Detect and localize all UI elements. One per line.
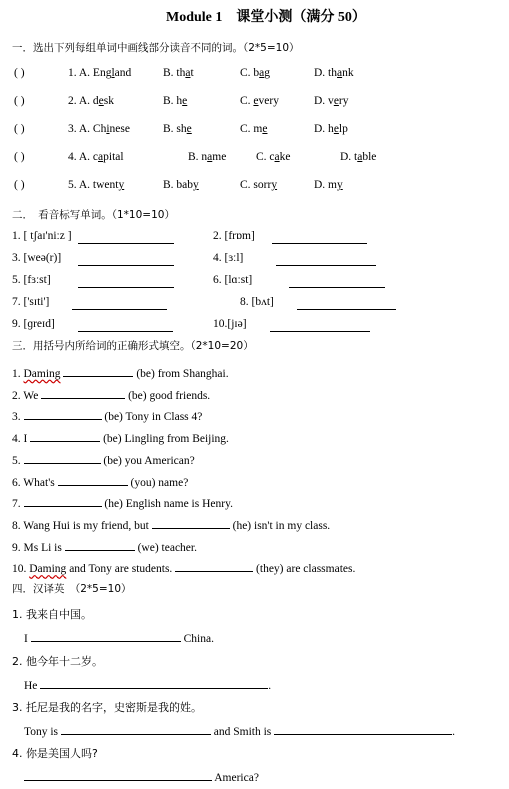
option-text: very	[258, 95, 279, 107]
underlined-letter: e	[333, 95, 339, 107]
underlined-letter: i	[106, 123, 110, 135]
answer-blank[interactable]	[63, 364, 133, 377]
option-text: 5. A. twent	[68, 179, 119, 191]
answer-blank[interactable]	[24, 768, 212, 781]
option-text: and	[114, 67, 132, 79]
phonetic-item: 6. [lɑːst]	[213, 274, 253, 286]
page-title: Module 1 课堂小测（满分 50）	[166, 10, 366, 25]
phonetic-item: 1. [ tʃaɪ'niːz ]	[12, 230, 72, 242]
answer-blank[interactable]	[40, 676, 268, 689]
phonetic-item: 5. [fɜːst]	[12, 274, 51, 286]
answer-blank[interactable]	[24, 407, 102, 420]
translation-question-1: 1. 我来自中国。	[12, 608, 92, 621]
line-suffix: (we) teacher.	[137, 541, 197, 554]
underlined-letter: e	[262, 123, 268, 135]
option-text: C.	[240, 95, 254, 107]
option-text: C. c	[256, 151, 275, 163]
line-prefix: 3.	[12, 411, 21, 424]
answer-2-end: .	[268, 680, 272, 692]
section-1-heading: 一．选出下列每组单词中画线部分读音不同的词。（2*5=10）	[12, 42, 300, 54]
phonetic-item: 10.[jɪə]	[213, 318, 247, 330]
answer-blank[interactable]	[78, 253, 174, 266]
line-prefix: 2. We	[12, 389, 39, 402]
underlined-letter: l	[111, 67, 115, 79]
fill-in-line	[12, 559, 355, 575]
answer-blank[interactable]	[78, 231, 174, 244]
answer-blank[interactable]	[78, 275, 174, 288]
answer-blank[interactable]	[274, 722, 452, 735]
proper-noun: Daming	[29, 563, 67, 576]
option-text: sk	[103, 95, 115, 107]
underlined-letter: a	[337, 67, 343, 79]
underlined-letter: e	[186, 123, 192, 135]
line-suffix: (be) Lingling from Beijing.	[103, 433, 229, 446]
translation-question-3: 3. 托尼是我的名字，史密斯是我的姓。	[12, 701, 202, 714]
answer-blank[interactable]	[41, 386, 125, 399]
answer-blank[interactable]	[58, 473, 128, 486]
option-a	[68, 179, 124, 191]
line-prefix: 6. What's	[12, 476, 55, 489]
answer-blank[interactable]	[272, 231, 367, 244]
answer-blank[interactable]	[65, 538, 135, 551]
option-text: nk	[342, 67, 354, 79]
option-d	[314, 123, 348, 135]
option-text: B. bab	[163, 179, 194, 191]
option-c	[240, 123, 267, 135]
answer-blank[interactable]	[152, 516, 230, 529]
option-a	[68, 123, 130, 135]
proper-noun: Daming	[23, 368, 61, 380]
option-text: ry	[338, 95, 349, 107]
fill-in-line	[12, 538, 197, 554]
option-c	[240, 179, 277, 191]
option-text: t	[190, 67, 194, 79]
answer-1-start: I	[24, 633, 28, 645]
answer-blank[interactable]	[289, 275, 385, 288]
option-d	[340, 151, 376, 163]
line-prefix: 4. I	[12, 433, 28, 446]
option-text: B. th	[163, 67, 186, 79]
option-text: D. h	[314, 123, 334, 135]
option-b	[163, 67, 194, 79]
answer-blank[interactable]	[31, 629, 181, 642]
answer-blank[interactable]	[276, 253, 376, 266]
phonetic-item: 4. [ɜːl]	[213, 252, 244, 264]
option-text: 4. A. c	[68, 151, 99, 163]
option-d	[314, 179, 343, 191]
option-c	[240, 67, 270, 79]
option-text: nese	[109, 123, 130, 135]
section-3-heading: 三．用括号内所给词的正确形式填空。（2*10=20）	[12, 340, 254, 352]
line-suffix: (be) you American?	[103, 454, 195, 467]
option-a	[68, 151, 124, 163]
line-prefix: 5.	[12, 454, 21, 467]
option-text: B. n	[188, 151, 208, 163]
answer-1-end: China.	[183, 633, 214, 645]
option-c	[256, 151, 291, 163]
phonetic-item: 9. [ɡreɪd]	[12, 318, 55, 330]
option-c	[240, 95, 279, 107]
answer-blank[interactable]	[24, 494, 102, 507]
option-text: g	[264, 67, 271, 79]
phonetic-item: 3. [weə(r)]	[12, 252, 62, 264]
answer-4-end: America?	[214, 772, 259, 784]
fill-in-line	[12, 386, 210, 402]
section-4-heading: 四．汉译英 （2*5=10）	[12, 583, 132, 595]
option-text: C. m	[240, 123, 263, 135]
answer-3-end: .	[452, 726, 456, 738]
option-text: 3. A. Ch	[68, 123, 107, 135]
answer-blank[interactable]	[30, 429, 100, 442]
answer-blank[interactable]	[175, 559, 253, 572]
answer-paren[interactable]: ( )	[14, 123, 25, 135]
underlined-letter: y	[193, 179, 199, 191]
fill-in-line	[12, 364, 229, 380]
underlined-letter: a	[98, 151, 104, 163]
answer-2-start: He	[24, 680, 38, 692]
line-suffix: (be) good friends.	[128, 389, 211, 402]
option-text: B. h	[163, 95, 183, 107]
option-b	[188, 151, 226, 163]
answer-3-start: Tony is	[24, 726, 59, 738]
option-text: lp	[338, 123, 348, 135]
underlined-letter: e	[98, 95, 104, 107]
line-prefix: 7.	[12, 498, 21, 511]
option-text: D. th	[314, 67, 337, 79]
option-text: B. sh	[163, 123, 187, 135]
line-suffix: (be) from Shanghai.	[136, 368, 229, 380]
answer-paren[interactable]: ( )	[14, 151, 25, 163]
phonetic-item: 2. [frɒm]	[213, 230, 255, 242]
line-prefix: 10.	[12, 563, 30, 576]
underlined-letter: e	[182, 95, 188, 107]
answer-paren[interactable]: ( )	[14, 179, 25, 191]
underlined-letter: a	[207, 151, 213, 163]
option-text: 1. A. Eng	[68, 67, 112, 79]
option-text: ble	[362, 151, 377, 163]
line-suffix: (you) name?	[130, 476, 189, 489]
line-suffix: (they) are classmates.	[256, 563, 356, 576]
option-text: D. v	[314, 95, 334, 107]
translation-answer-1	[24, 629, 214, 645]
fill-in-line	[12, 407, 202, 423]
translation-answer-4	[24, 768, 259, 784]
option-a	[68, 95, 114, 107]
underlined-letter: y	[271, 179, 278, 191]
option-text: C. sorr	[240, 179, 272, 191]
phonetic-item: 8. [bʌt]	[240, 296, 274, 308]
option-b	[163, 179, 199, 191]
line-prefix: 8. Wang Hui is my friend, but	[12, 519, 149, 532]
option-text: C. b	[240, 67, 260, 79]
translation-question-2: 2. 他今年十二岁。	[12, 655, 103, 668]
fill-in-line	[12, 494, 233, 510]
underlined-letter: y	[118, 179, 125, 191]
option-text: me	[212, 151, 227, 163]
answer-3-middle: and Smith is	[213, 726, 272, 738]
option-text: D. t	[340, 151, 358, 163]
line-suffix: (he) English name is Henry.	[104, 498, 233, 511]
option-a	[68, 67, 131, 79]
answer-paren[interactable]: ( )	[14, 67, 25, 79]
option-b	[163, 95, 187, 107]
translation-question-4: 4. 你是美国人吗?	[12, 747, 98, 760]
answer-paren[interactable]: ( )	[14, 95, 25, 107]
answer-blank[interactable]	[24, 451, 101, 464]
translation-answer-3	[24, 722, 455, 738]
fill-in-line	[12, 516, 330, 532]
phonetic-item: 7. ['sɪti']	[12, 296, 50, 308]
underlined-letter: a	[259, 67, 265, 79]
answer-blank[interactable]	[297, 297, 396, 310]
option-b	[163, 123, 192, 135]
underlined-letter: e	[333, 123, 339, 135]
option-d	[314, 67, 354, 79]
underlined-letter: a	[185, 67, 191, 79]
fill-in-line	[12, 451, 195, 467]
option-text: D. m	[314, 179, 337, 191]
underlined-letter: a	[357, 151, 363, 163]
translation-answer-2	[24, 676, 271, 692]
answer-blank[interactable]	[61, 722, 211, 735]
underlined-letter: y	[337, 179, 343, 191]
option-text: pital	[103, 151, 124, 163]
answer-blank[interactable]	[72, 297, 167, 310]
line-middle: and Tony are students.	[66, 563, 173, 576]
line-suffix: (be) Tony in Class 4?	[104, 411, 203, 424]
section-2-heading: 二． 看音标写单词。（1*10=10）	[12, 209, 175, 221]
answer-blank[interactable]	[78, 319, 173, 332]
line-prefix: 9. Ms Li is	[12, 541, 62, 554]
fill-in-line	[12, 429, 229, 445]
answer-blank[interactable]	[270, 319, 370, 332]
option-text: ke	[279, 151, 291, 163]
line-prefix: 1.	[12, 368, 24, 380]
underlined-letter: a	[274, 151, 280, 163]
option-text: 2. A. d	[68, 95, 99, 107]
underlined-letter: e	[253, 95, 259, 107]
fill-in-line	[12, 473, 188, 489]
option-d	[314, 95, 349, 107]
line-suffix: (he) isn't in my class.	[232, 519, 331, 532]
